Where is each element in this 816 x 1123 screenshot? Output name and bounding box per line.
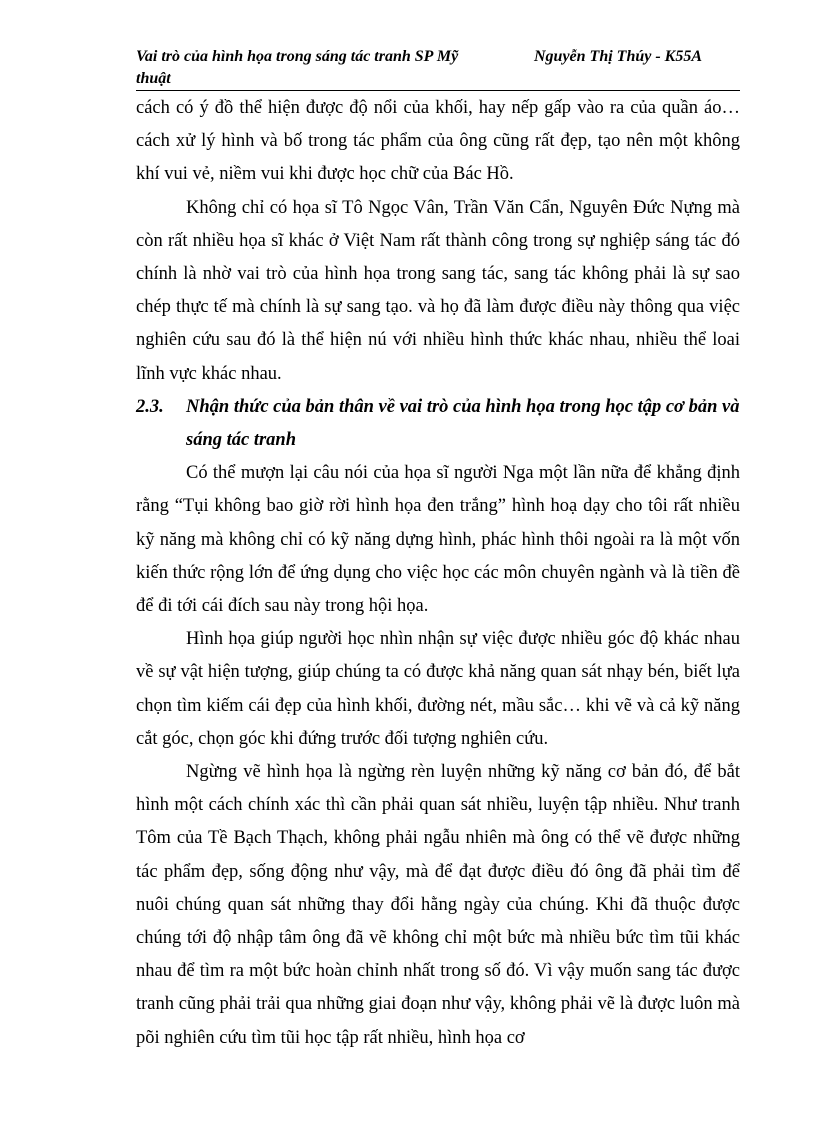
paragraph: Có thể mượn lại câu nói của họa sĩ người Nga một lần nữa để khẳng định rằng “Tụi không bao giờ rời hình họa đen trắng” hình hoạ dạy cho tôi rất nhiều kỹ năng mà không chỉ có kỹ năng dựng hình, phác hình thôi ngoài ra là một vốn kiến thức rộng lớn để ứng dụng cho việc học các môn chuyên ngành và là tiền đề để đi tới cái đích sau này trong hội họa.: [136, 463, 740, 617]
paragraph: Ngừng vẽ hình họa là ngừng rèn luyện những kỹ năng cơ bản đó, để bắt hình một cách chính xác thì cần phải quan sát nhiều, luyện tập nhiều. Như tranh Tôm của Tề Bạch Thạch, không phải ngẫu nhiên mà ông có thể vẽ được những tác phẩm đẹp, sống động như vậy, mà để đạt được điều đó ông đã phải tìm để nuôi chúng quan sát những thay đổi hằng ngày của chúng. Khi đã thuộc được chúng tới độ nhập tâm ông đã vẽ không chỉ một bức mà nhiều bức tìm tũi khác nhau để tìm ra một bức hoàn chỉnh nhất trong số đó. Vì vậy muốn sang tác được tranh cũng phải trải qua những giai đoạn như vậy, không phải vẽ là được luôn mà põi nghiên cứu tìm tũi học tập rất nhiều, hình họa cơ: [136, 762, 740, 1048]
document-body: [136, 92, 740, 1055]
header-title: Vai trò của hình họa trong sáng tác tranh SP Mỹ thuật: [136, 48, 459, 87]
header-author: Nguyễn Thị Thúy - K55A: [534, 48, 703, 65]
section-heading: [136, 391, 740, 457]
header-rule: [136, 90, 740, 91]
paragraph: Hình họa giúp người học nhìn nhận sự việc được nhiều góc độ khác nhau về sự vật hiện tượng, giúp chúng ta có được khả năng quan sát nhạy bén, biết lựa chọn tìm kiếm cái đẹp của hình khối, đường nét, mầu sắc… khi vẽ và cả kỹ năng cắt góc, chọn góc khi đứng trước đối tượng nghiên cứu.: [136, 629, 740, 749]
section-title: Nhận thức của bản thân về vai trò của hình họa trong học tập cơ bản và sáng tác tranh: [186, 396, 740, 451]
section-number: 2.3.: [136, 396, 164, 417]
paragraph: Không chỉ có họa sĩ Tô Ngọc Vân, Trần Văn Cẩn, Nguyên Đức Nựng mà còn rất nhiều họa sĩ khác ở Việt Nam rất thành công trong sự nghiệp sáng tác đó chính là nhờ vai trò của hình họa trong sang tác, sang tác không phải là sự sao chép thực tế mà chính là sự sang tạo. và họ đã làm được điều này thông qua việc nghiên cứu sau đó là thể hiện nú với nhiều hình thức khác nhau, nhiều thể loai lĩnh vực khác nhau.: [136, 197, 740, 384]
paragraph-continuation: cách có ý đồ thể hiện được độ nổi của khối, hay nếp gấp vào ra của quần áo… cách xử lý hình và bố trong tác phẩm của ông cũng rất đẹp, tạo nên một không khí vui vẻ, niềm vui khi được học chữ của Bác Hồ.: [136, 98, 740, 185]
